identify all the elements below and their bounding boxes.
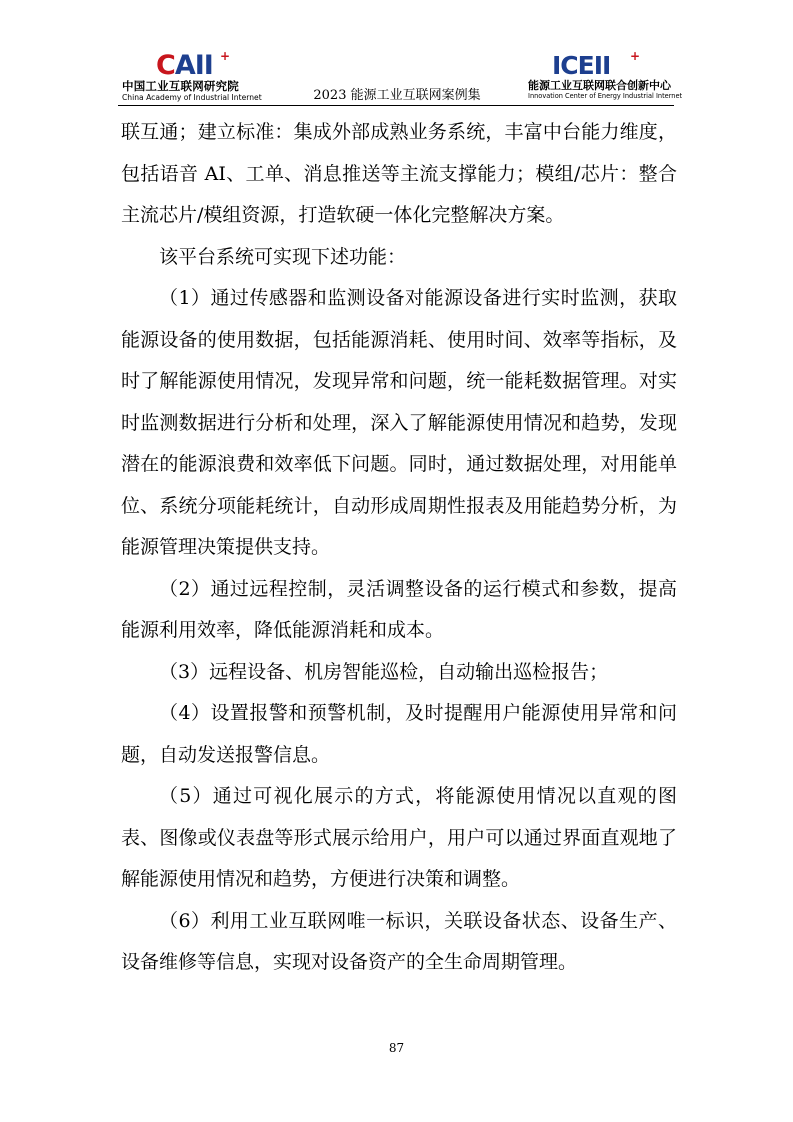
- paragraph-continuation: 联互通；建立标准：集成外部成熟业务系统，丰富中台能力维度，包括语音 AI、工单、消息推送等主流支撑能力；模组/芯片：整合主流芯片/模组资源，打造软硬一体化完整解决方案。: [121, 121, 677, 226]
- iceii-logo: [526, 49, 683, 102]
- iceii-name-en: Innovation Center of Energy Industrial Internet: [528, 92, 683, 100]
- paragraph-item-1: （1）通过传感器和监测设备对能源设备进行实时监测，获取能源设备的使用数据，包括能源消耗、使用时间、效率等指标，及时了解能源使用情况，发现异常和问题，统一能耗数据管理。对实时监测数据进行分析和处理，深入了解能源使用情况和趋势，发现潜在的能源浪费和效率低下问题。同时，通过数据处理，对用能单位、系统分项能耗统计，自动形成周期性报表及用能趋势分析，为能源管理决策提供支持。: [121, 287, 677, 558]
- header-title: 2023 能源工业互联网案例集: [313, 88, 481, 103]
- iceii-name-cn: 能源工业互联网联合创新中心: [528, 79, 671, 92]
- paragraph-intro: 该平台系统可实现下述功能：: [159, 245, 407, 268]
- iceii-plus-mark: +: [630, 49, 641, 63]
- caii-plus-mark: +: [220, 49, 231, 63]
- body-text: [121, 112, 677, 984]
- paragraph-item-4: （4）设置报警和预警机制，及时提醒用户能源使用异常和问题，自动发送报警信息。: [121, 702, 677, 766]
- caii-name-cn: 中国工业互联网研究院: [122, 79, 239, 93]
- caii-logo: [122, 50, 272, 102]
- page-number: 87: [388, 1041, 405, 1055]
- paragraph-item-3: （3）远程设备、机房智能巡检，自动输出巡检报告；: [159, 660, 609, 683]
- paragraph-item-5: （5）通过可视化展示的方式，将能源使用情况以直观的图表、图像或仪表盘等形式展示给用户，用户可以通过界面直观地了解能源使用情况和趋势，方便进行决策和调整。: [121, 785, 677, 890]
- caii-wordmark: CAII: [156, 50, 213, 81]
- iceii-wordmark: ICEII: [552, 51, 611, 80]
- page-header: [118, 49, 683, 106]
- paragraph-item-2: （2）通过远程控制，灵活调整设备的运行模式和参数，提高能源利用效率，降低能源消耗和成本。: [121, 577, 677, 641]
- header-rule: [118, 105, 674, 106]
- paragraph-item-6: （6）利用工业互联网唯一标识，关联设备状态、设备生产、设备维修等信息，实现对设备资产的全生命周期管理。: [121, 909, 677, 973]
- caii-name-en: China Academy of Industrial Internet: [122, 93, 262, 102]
